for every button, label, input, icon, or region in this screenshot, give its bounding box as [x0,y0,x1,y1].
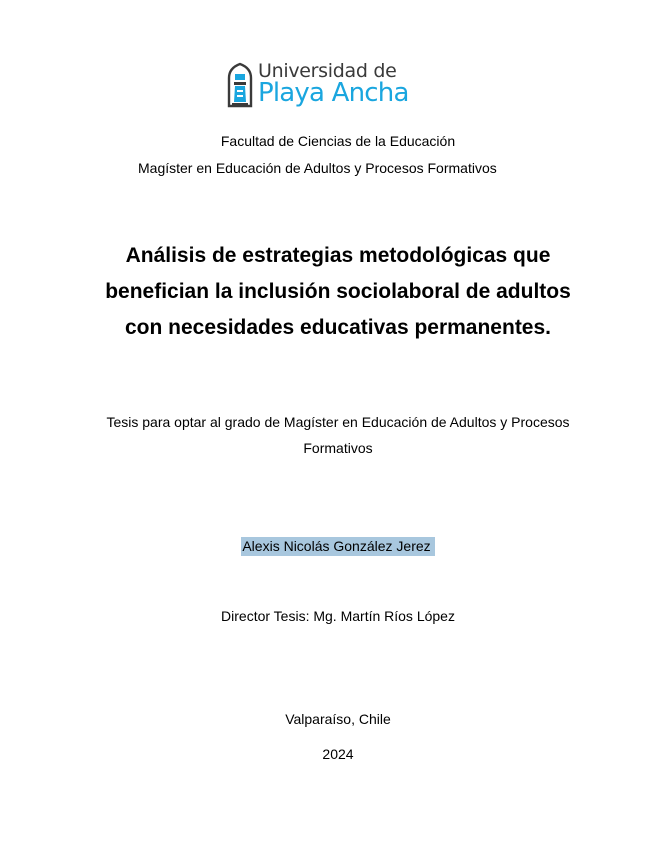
thesis-title-line: Análisis de estrategias metodológicas que [125,244,551,267]
logo-text-playa-ancha: Playa Ancha [258,78,409,108]
thesis-director: Director Tesis: Mg. Martín Ríos López [221,608,455,624]
year: 2024 [322,746,354,762]
faculty-name: Facultad de Ciencias de la Educación [220,133,456,149]
university-logo [225,60,415,114]
author-block [0,538,658,554]
degree-statement [60,409,616,461]
logo-text-university: Universidad de [258,60,397,82]
thesis-title-line: benefician la inclusión sociolaboral de adultos [105,280,571,303]
degree-statement-line: Tesis para optar al grado de Magíster en Educación de Adultos y Procesos [106,414,570,430]
thesis-title-line: con necesidades educativas permanentes. [124,316,552,339]
program-name: Magíster en Educación de Adultos y Procesos Formativos [138,160,497,176]
thesis-title [60,238,616,346]
lighthouse-icon [225,62,255,108]
author-name: Alexis Nicolás González Jerez [241,537,434,556]
degree-statement-line: Formativos [303,440,373,456]
place: Valparaíso, Chile [285,711,391,727]
